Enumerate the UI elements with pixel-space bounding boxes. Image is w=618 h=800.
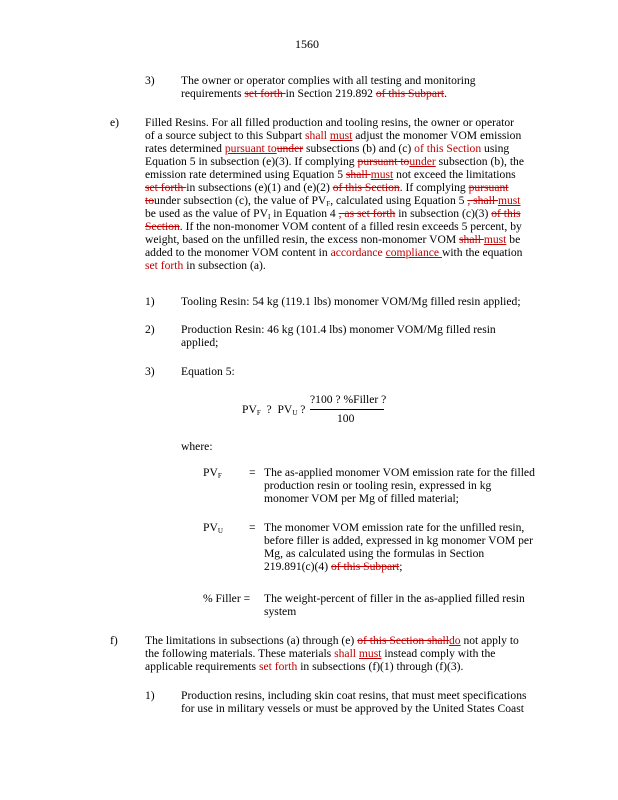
e-line-11: added to the monomer VOM content in accordance compliance with the equation (145, 246, 523, 259)
e1-text: Tooling Resin: 54 kg (119.1 lbs) monomer VOM/Mg filled resin applied; (181, 295, 521, 308)
f1-line-2: for use in military vessels or must be approved by the United States Coast (181, 702, 524, 715)
f-line-2: the following materials. These materials shall must instead comply with the (145, 647, 496, 660)
e-line-3: rates determined pursuant tounder subsections (b) and (c) of this Section using (145, 142, 510, 155)
subsection-letter-e: e) (110, 116, 120, 129)
equation-numerator: ?100 ? %Filler ? (310, 393, 387, 406)
fraction-bar (310, 409, 384, 410)
item-number-e2: 2) (145, 323, 155, 336)
e3-text: Equation 5: (181, 365, 235, 378)
f-line-3: applicable requirements set forth in subsections (f)(1) through (f)(3). (145, 660, 464, 673)
item-number-f1: 1) (145, 689, 155, 702)
e-line-6: set forth in subsections (e)(1) and (e)(2) of this Section. If complying pursuant (145, 181, 509, 194)
where-label: where: (181, 440, 213, 453)
e-line-4: Equation 5 in subsection (e)(3). If complying pursuant tounder subsection (b), the (145, 155, 524, 168)
e2-line-1: Production Resin: 46 kg (101.4 lbs) monomer VOM/Mg filled resin (181, 323, 496, 336)
f1-line-1: Production resins, including skin coat resins, that must meet specifications (181, 689, 527, 702)
subsection-letter-f: f) (110, 634, 118, 647)
filler-def-line-1: The weight-percent of filler in the as-applied filled resin (264, 592, 525, 605)
filler-symbol: % Filler = (203, 592, 251, 605)
pvu-equals: = (249, 521, 256, 534)
e2-line-2: applied; (181, 336, 219, 349)
pvf-def-line-3: monomer VOM per Mg of filled material; (264, 492, 459, 505)
pvu-symbol: $PV_U$ (203, 521, 223, 535)
e-line-1: Filled Resins. For all filled production and tooling resins, the owner or operator (145, 116, 515, 129)
page-number: 1560 (295, 37, 319, 51)
pvu-def-line-3: Mg, as calculated using the formulas in Section (264, 547, 485, 560)
pvu-def-line-2: before filler is added, expressed in kg monomer VOM per (264, 534, 533, 547)
item-number-d3: 3) (145, 74, 155, 87)
filler-def-line-2: system (264, 605, 297, 618)
item-number-e3: 3) (145, 365, 155, 378)
item-number-e1: 1) (145, 295, 155, 308)
d3-line-2: requirements set forth in Section 219.892 of this Subpart. (181, 87, 447, 100)
pvf-symbol: $PV_F$ (203, 466, 222, 480)
f-line-1: The limitations in subsections (a) through (e) of this Section shalldo not apply to (145, 634, 519, 647)
e-line-2: of a source subject to this Subpart shall must adjust the monomer VOM emission (145, 129, 522, 142)
pvf-def-line-1: The as-applied monomer VOM emission rate for the filled (264, 466, 535, 479)
pvu-def-line-1: The monomer VOM emission rate for the unfilled resin, (264, 521, 525, 534)
equation-lhs: $PV_F$ ? $PV_U$ ? (242, 403, 306, 417)
e-line-8: be used as the value of $PV_I$ in Equation 4 , as set forth in subsection (c)(3) of this (145, 207, 521, 221)
e-line-5: emission rate determined using Equation 5 shall must not exceed the limitations (145, 168, 516, 181)
pvf-equals: = (249, 466, 256, 479)
e-line-10: weight, based on the unfilled resin, the excess non-monomer VOM shall must be (145, 233, 521, 246)
equation-denominator: 100 (337, 412, 355, 425)
pvf-def-line-2: production resin or tooling resin, expressed in kg (264, 479, 492, 492)
e-line-7: tounder subsection (c), the value of $PV_F$, calculated using Equation 5 , shall must (145, 194, 521, 208)
e-line-12: set forth in subsection (a). (145, 259, 266, 272)
pvu-def-line-4: 219.891(c)(4) of this Subpart; (264, 560, 403, 573)
d3-line-1: The owner or operator complies with all testing and monitoring (181, 74, 476, 87)
e-line-9: Section. If the non-monomer VOM content of a filled resin exceeds 5 percent, by (145, 220, 522, 233)
